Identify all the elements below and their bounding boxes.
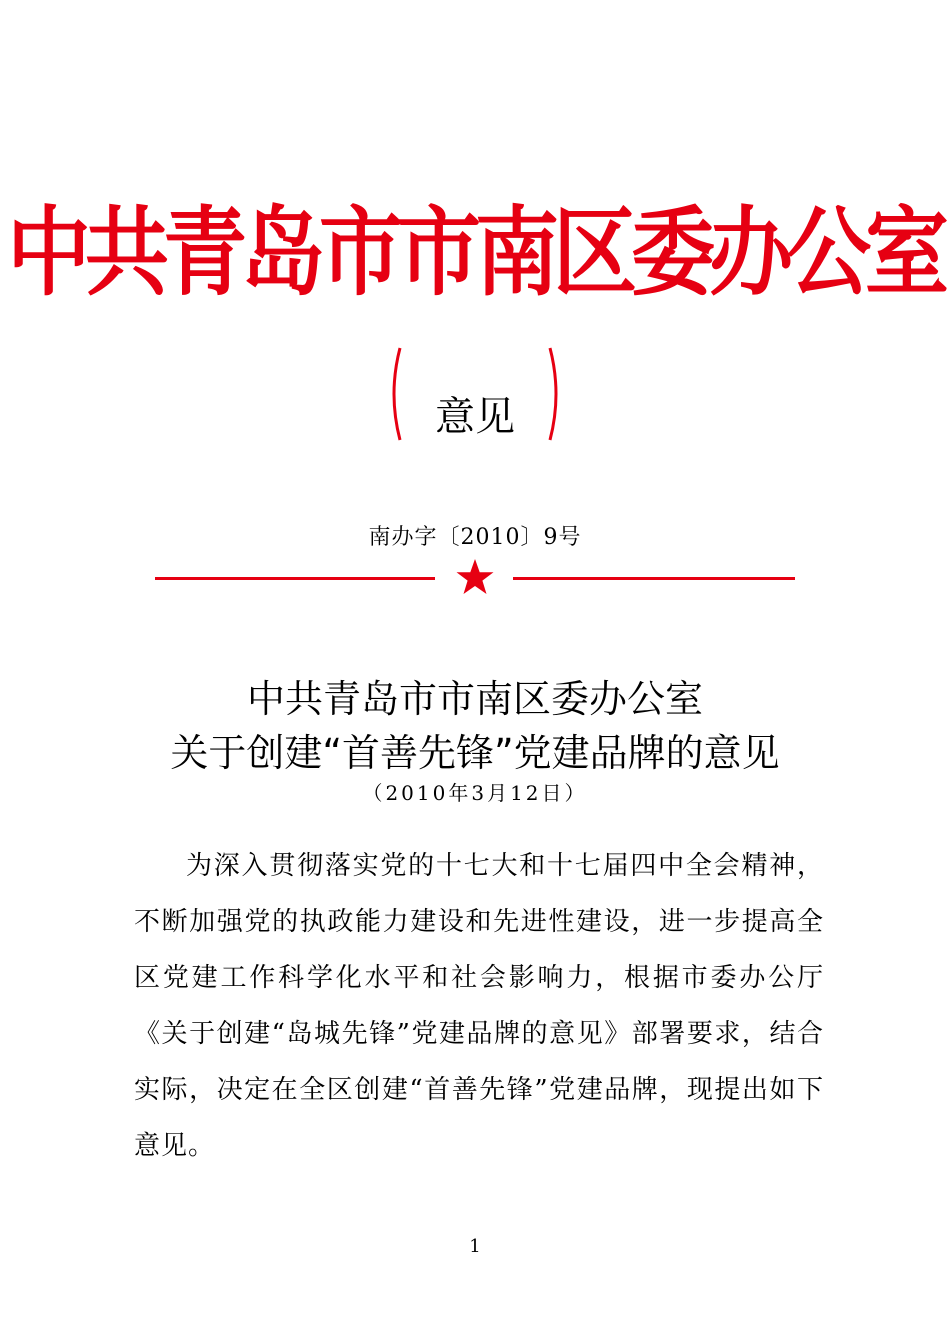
separator-line-left xyxy=(155,577,435,580)
document-type-label: 意见 xyxy=(435,394,515,440)
document-title-line2: 关于创建“首善先锋”党建品牌的意见 xyxy=(170,731,780,775)
page-number: 1 xyxy=(469,1236,481,1257)
document-title-line1: 中共青岛市市南区委办公室 xyxy=(246,677,703,721)
separator-line-right xyxy=(513,577,795,580)
left-bracket-icon xyxy=(386,346,404,442)
body-paragraph: 为深入贯彻落实党的十七大和十七届四中全会精神，不断加强党的执政能力建设和先进性建设，进一步提高全区党建工作科学化水平和社会影响力，根据市委办公厅《关于创建“岛城先锋”党建品牌的意见》部署要求，结合实际，决定在全区创建“首善先锋”党建品牌，现提出如下意见。 xyxy=(134,851,824,1161)
star-icon xyxy=(455,557,495,597)
document-type-block xyxy=(0,345,950,455)
organization-header: 中共青岛市市南区委办公室 xyxy=(6,196,943,310)
document-number: 南办字〔2010〕9号 xyxy=(368,525,582,550)
document-date: （2010年3月12日） xyxy=(362,781,588,805)
right-bracket-icon xyxy=(546,346,564,442)
